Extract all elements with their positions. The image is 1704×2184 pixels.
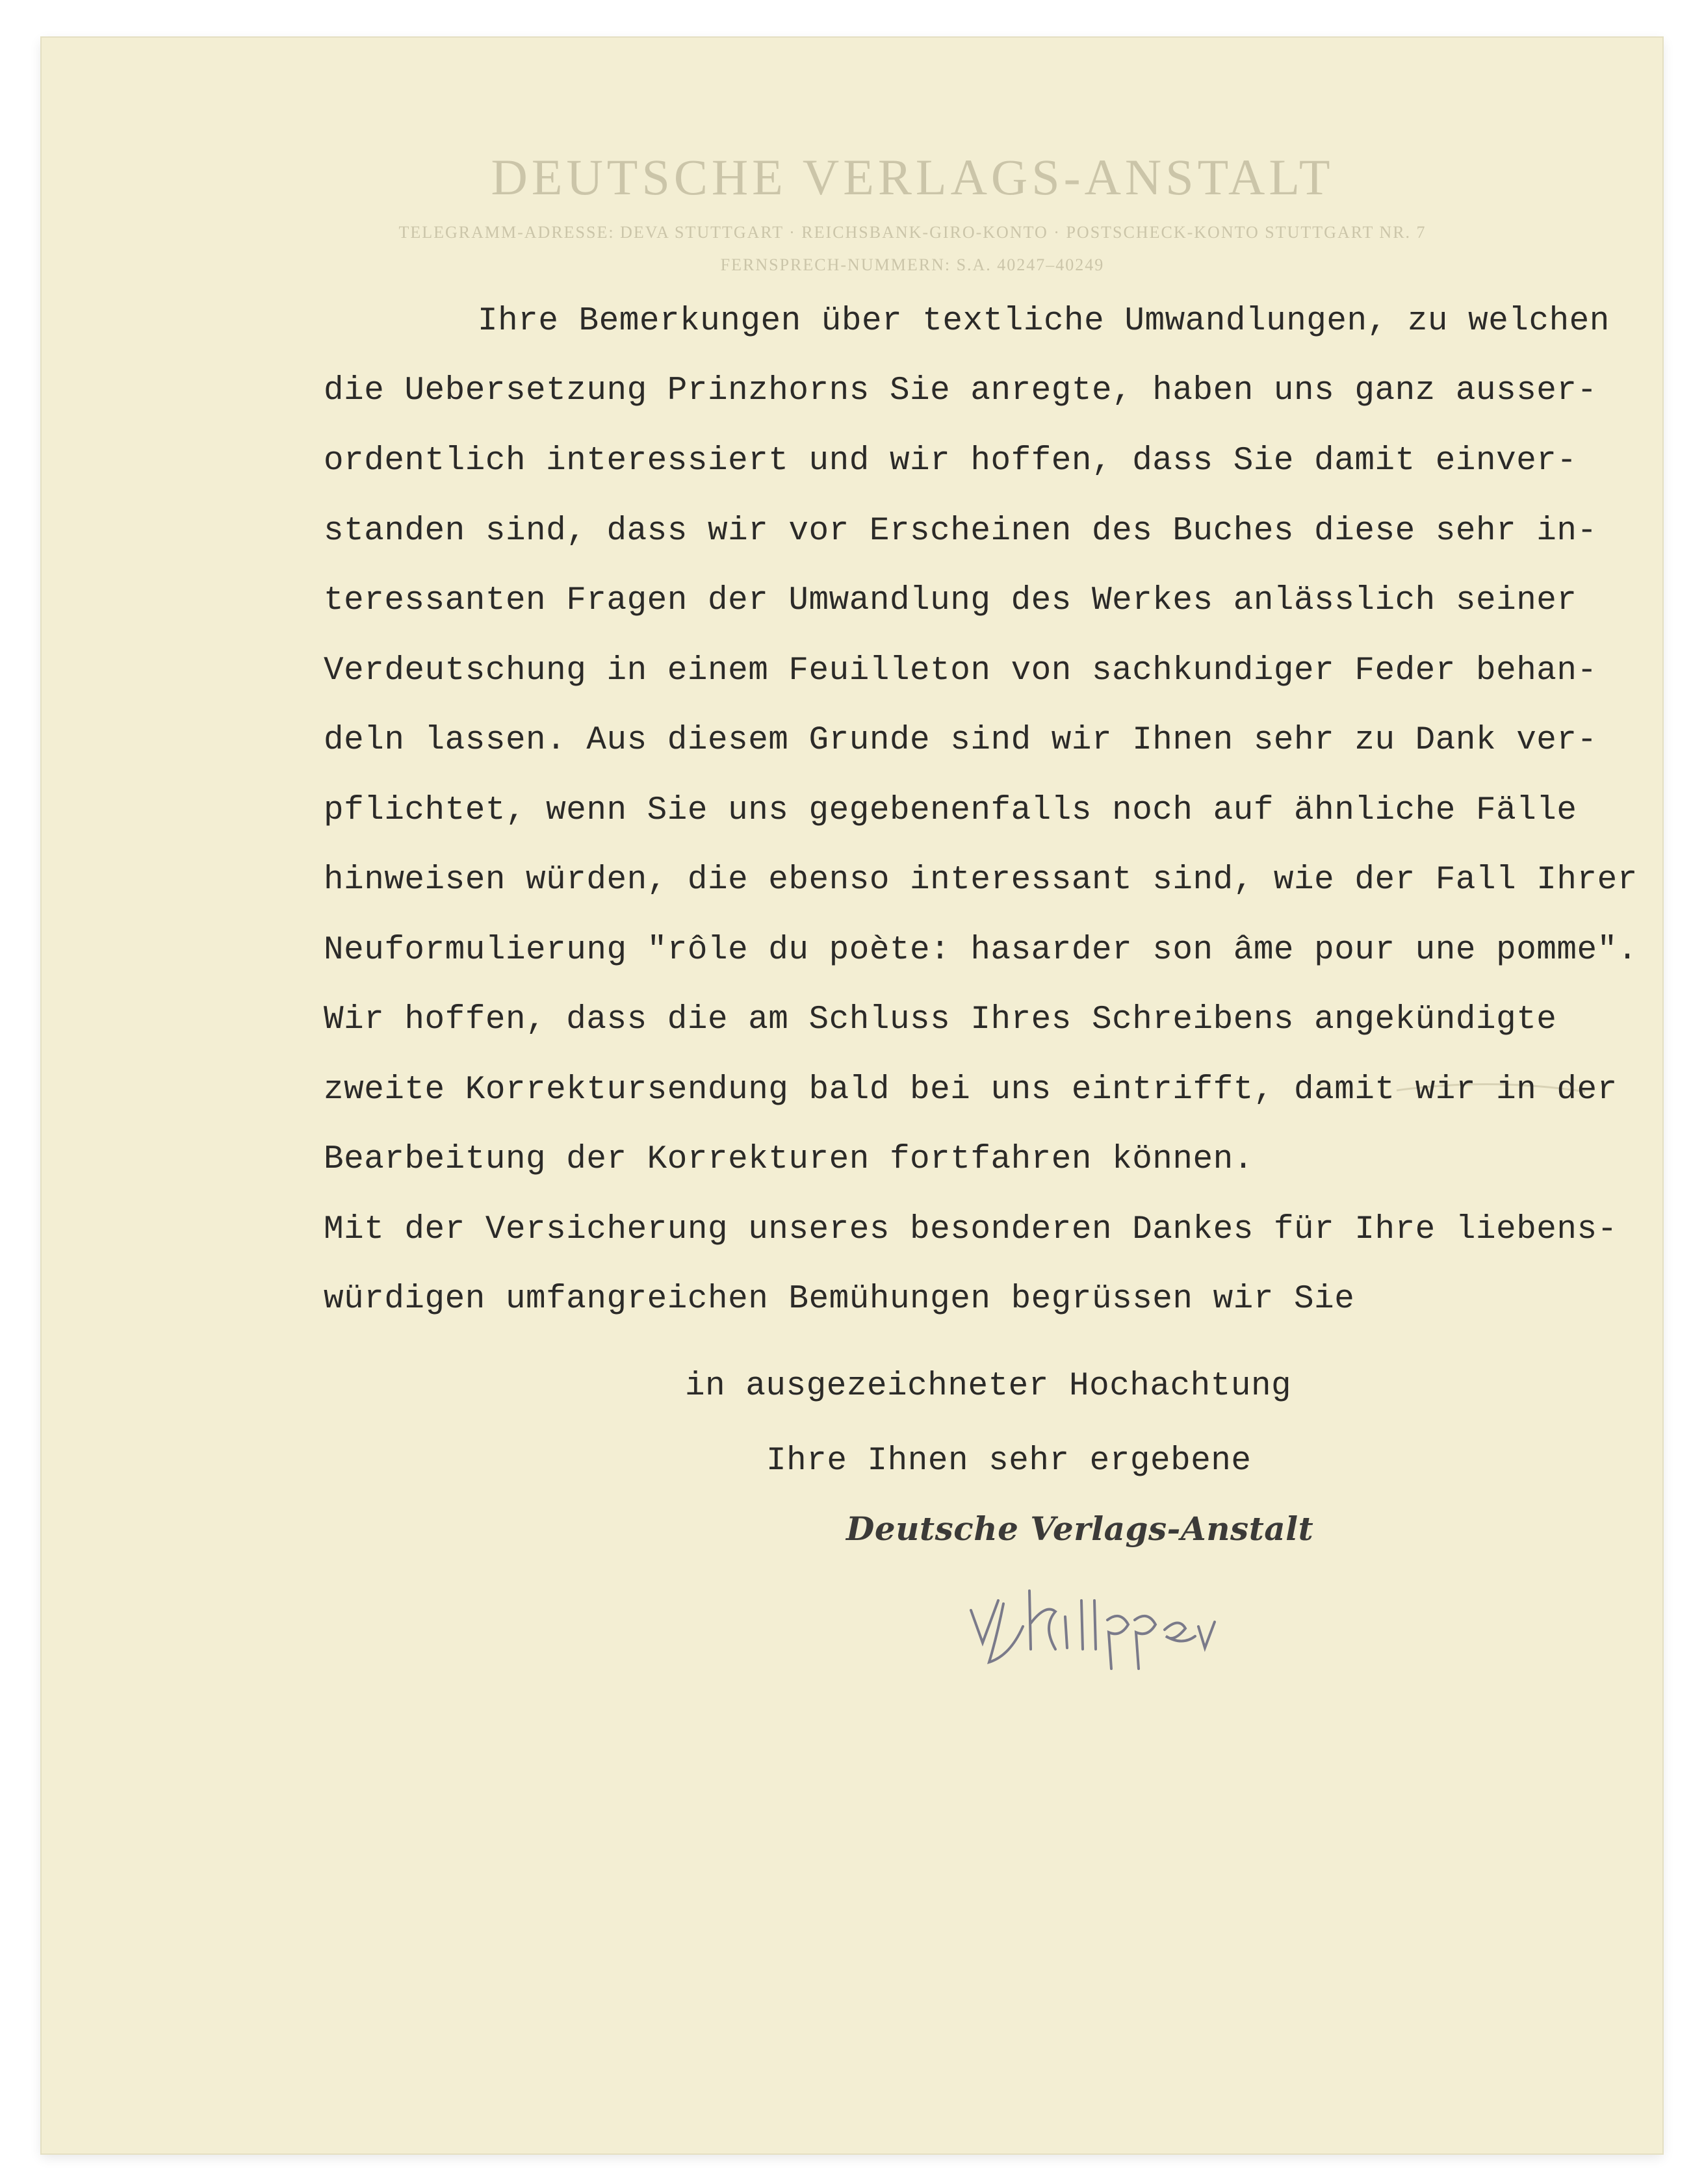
body-line-14: Mit der Versicherung unseres besonderen Dankes für Ihre liebens- <box>324 1211 1618 1248</box>
body-line-9: hinweisen würden, die ebenso interessant sind, wie der Fall Ihrer <box>324 862 1638 899</box>
letterhead-title: DEUTSCHE VERLAGS-ANSTALT <box>491 149 1334 205</box>
body-line-11: Wir hoffen, dass die am Schluss Ihres Schreibens angekündigte <box>324 1001 1557 1038</box>
body-line-3: ordentlich interessiert und wir hoffen, dass Sie damit einver- <box>324 443 1577 480</box>
body-line-7: deln lassen. Aus diesem Grunde sind wir Ihnen sehr zu Dank ver- <box>324 722 1597 759</box>
letterhead-address-line: TELEGRAMM-ADRESSE: DEVA STUTTGART · REICHSBANK-GIRO-KONTO · POSTSCHECK-KONTO STUTTGART NR. 7 <box>398 223 1426 242</box>
body-line-12: zweite Korrektursendung bald bei uns eintrifft, damit wir in der <box>324 1072 1618 1109</box>
body-line-2: die Uebersetzung Prinzhorns Sie anregte, haben uns ganz ausser- <box>324 372 1597 409</box>
closing-sender-line: Ihre Ihnen sehr ergebene <box>766 1443 1252 1480</box>
body-line-4: standen sind, dass wir vor Erscheinen des Buches diese sehr in- <box>324 513 1597 550</box>
letter-page <box>42 38 1662 2153</box>
letterhead-phone-line: FERNSPRECH-NUMMERN: S.A. 40247–40249 <box>720 255 1105 274</box>
closing-greeting: in ausgezeichneter Hochachtung <box>685 1368 1292 1405</box>
body-line-6: Verdeutschung in einem Feuilleton von sachkundiger Feder behan- <box>324 652 1597 689</box>
body-line-10: Neuformulierung "rôle du poète: hasarder son âme pour une pomme". <box>324 932 1638 969</box>
body-line-15: würdigen umfangreichen Bemühungen begrüssen wir Sie <box>324 1281 1355 1318</box>
company-stamp: Deutsche Verlags-Anstalt <box>846 1510 1314 1548</box>
handwritten-signature <box>958 1565 1231 1675</box>
body-line-5: teressanten Fragen der Umwandlung des Werkes anlässlich seiner <box>324 582 1577 619</box>
body-line-1: Ihre Bemerkungen über textliche Umwandlungen, zu welchen <box>478 303 1610 340</box>
body-line-8: pflichtet, wenn Sie uns gegebenenfalls noch auf ähnliche Fälle <box>324 792 1577 829</box>
body-line-13: Bearbeitung der Korrekturen fortfahren können. <box>324 1141 1254 1178</box>
